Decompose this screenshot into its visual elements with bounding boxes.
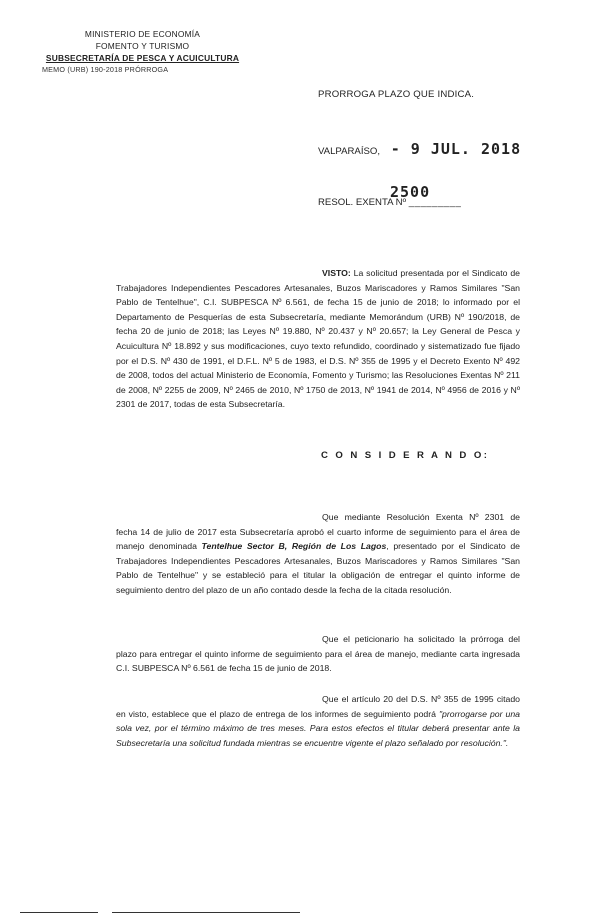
c3-pre: Que el artículo 20 del D.S. Nº 355 de 1995 citado en visto, establece que el plazo de entrega de los informes de seguimiento podrá bbox=[116, 694, 520, 719]
visto-paragraph bbox=[116, 266, 520, 412]
c1-area: Tentelhue Sector B, Región de Los Lagos bbox=[201, 541, 387, 552]
ministry-name: MINISTERIO DE ECONOMÍA bbox=[84, 29, 201, 39]
considerando-paragraph-3 bbox=[116, 692, 520, 750]
footer-rule-right bbox=[112, 912, 300, 913]
letterhead bbox=[40, 28, 245, 76]
date-stamp: - 9 JUL. 2018 bbox=[390, 140, 522, 158]
footer-rule-left bbox=[20, 912, 98, 913]
visto-label: VISTO: bbox=[322, 268, 351, 278]
undersecretariat-name: SUBSECRETARÍA DE PESCA Y ACUICULTURA bbox=[45, 53, 240, 63]
resolution-number: 2500 bbox=[390, 183, 431, 201]
c2-text: Que el peticionario ha solicitado la prórroga del plazo para entregar el quinto informe de seguimiento para el área de manejo, mediante carta ingresada C.I. SUBPESCA Nº 6.561 de fecha 15 de junio de 2018. bbox=[116, 634, 520, 674]
considerando-heading: C O N S I D E R A N D O: bbox=[321, 450, 490, 461]
ministry-subtitle: FOMENTO Y TURISMO bbox=[95, 41, 190, 51]
memo-reference: MEMO (URB) 190-2018 PRÓRROGA bbox=[42, 65, 169, 74]
place-label: VALPARAÍSO, bbox=[318, 146, 381, 157]
resolution-blank: _________ bbox=[408, 197, 462, 208]
c3-quote: "prorrogarse por una sola vez, por el término máximo de tres meses. Para estos efectos el titular deberá presentar ante la Subsecretaría una solicitud fundada mientras se encuentre vigente el plazo señalado por resolución.". bbox=[116, 708, 520, 748]
considerando-paragraph-2 bbox=[116, 632, 520, 676]
c1-pre: Que mediante Resolución Exenta Nº 2301 de fecha 14 de julio de 2017 esta Subsecretaría aprobó el cuarto informe de seguimiento para el área de manejo denominada bbox=[116, 512, 520, 552]
resolution-line bbox=[318, 183, 462, 208]
place-date-line bbox=[318, 140, 521, 158]
c1-post: , presentado por el Sindicato de Trabajadores Independientes Pescadores Artesanales, Buzos Mariscadores y Ramos Similares "San Pablo de Tentelhue" y se estableció para el titular la obligación de entregar el quinto informe de seguimiento dentro del plazo de un año contado desde la fecha de la citada resolución. bbox=[116, 541, 520, 595]
visto-text: La solicitud presentada por el Sindicato de Trabajadores Independientes Pescadores Artesanales, Buzos Mariscadores y Ramos Similares "San Pablo de Tentelhue", C.I. SUBPESCA Nº 6.561, de fecha 15 de junio de 2018; lo informado por el Departamento de Pesquerías de esta Subsecretaría, mediante Memorándum (URB) Nº 190/2018, de fecha 20 de junio de 2018; las Leyes Nº 19.880, Nº 20.437 y Nº 20.657; la Ley General de Pesca y Acuicultura Nº 18.892 y sus modificaciones, cuyo texto refundido, coordinado y sistematizado fue fijado por el D.S. Nº 430 de 1991, el D.F.L. Nº 5 de 1983, el D.S. Nº 355 de 1995 y el Decreto Exento Nº 492 de 2008, todos del actual Ministerio de Economía, Fomento y Turismo; las Resoluciones Exentas Nº 211 de 2008, Nº 2255 de 2009, Nº 2465 de 2010, Nº 1750 de 2013, Nº 1941 de 2014, Nº 4956 de 2016 y Nº 2301 de 2017, todas de esta Subsecretaría. bbox=[116, 268, 520, 410]
considerando-paragraph-1 bbox=[116, 510, 520, 598]
document-subject: PRORROGA PLAZO QUE INDICA. bbox=[318, 89, 475, 100]
resolution-label: RESOL. EXENTA Nº bbox=[318, 197, 407, 208]
